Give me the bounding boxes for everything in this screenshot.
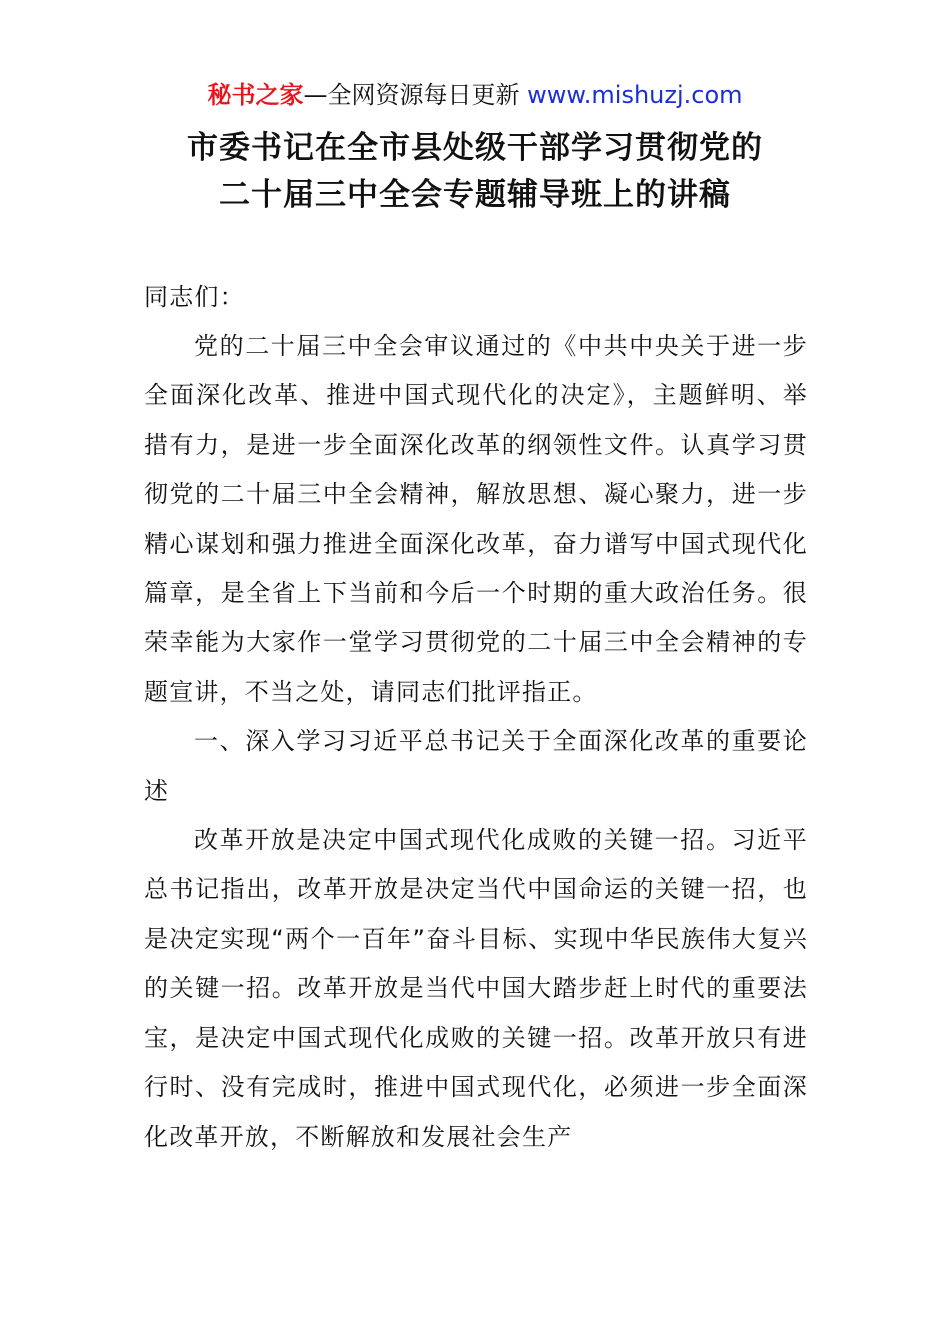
site-url-link[interactable]: www.mishuzj.com xyxy=(527,81,743,109)
header-separator: — xyxy=(303,81,328,109)
document-title-line-1: 市委书记在全市县处级干部学习贯彻党的 xyxy=(187,130,763,166)
document-title-line-2: 二十届三中全会专题辅导班上的讲稿 xyxy=(219,177,731,213)
document-body xyxy=(144,322,808,1162)
site-header xyxy=(0,78,950,112)
salutation: 同志们： xyxy=(144,283,245,311)
paragraph-intro: 党的二十届三中全会审议通过的《中共中央关于进一步全面深化改革、推进中国式现代化的决定》，主题鲜明、举措有力，是进一步全面深化改革的纲领性文件。认真学习贯彻党的二十届三中全会精神，解放思想、凝心聚力，进一步精心谋划和强力推进全面深化改革，奋力谱写中国式现代化篇章，是全省上下当前和今后一个时期的重大政治任务。很荣幸能为大家作一堂学习贯彻党的二十届三中全会精神的专题宣讲，不当之处，请同志们批评指正。 xyxy=(144,332,808,706)
paragraph-reform: 改革开放是决定中国式现代化成败的关键一招。习近平总书记指出，改革开放是决定当代中国命运的关键一招，也是决定实现“两个一百年”奋斗目标、实现中华民族伟大复兴的关键一招。改革开放是当代中国大踏步赶上时代的重要法宝，是决定中国式现代化成败的关键一招。改革开放只有进行时、没有完成时，推进中国式现代化，必须进一步全面深化改革开放，不断解放和发展社会生产 xyxy=(144,826,808,1151)
header-tagline: 全网资源每日更新 xyxy=(327,81,520,109)
section-heading: 一、深入学习习近平总书记关于全面深化改革的重要论述 xyxy=(144,727,808,805)
brand-name: 秘书之家 xyxy=(207,81,304,109)
